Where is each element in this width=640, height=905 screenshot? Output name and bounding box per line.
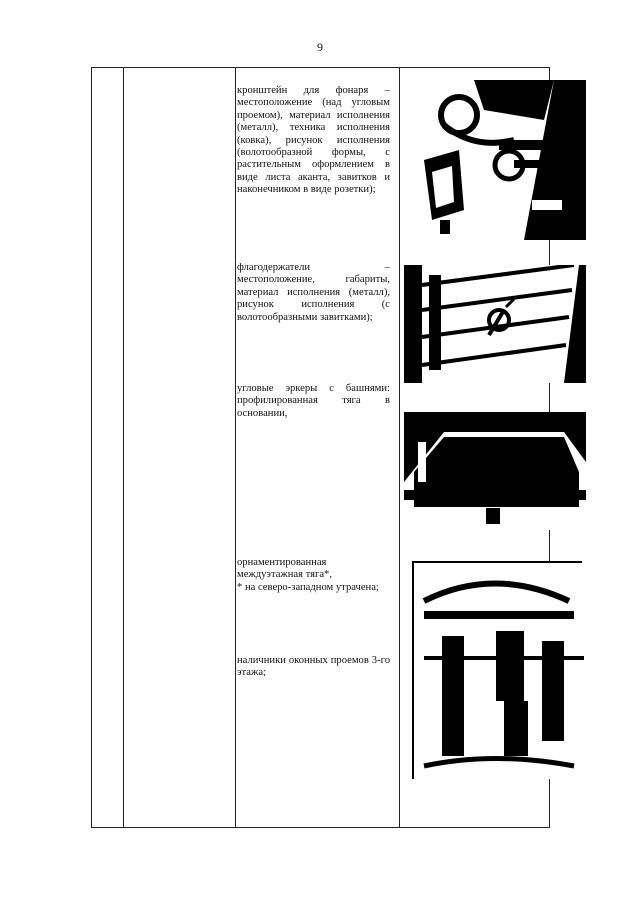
item-description-cornice: орнаментированная междуэтажная тяга*, * на северо-западном утрачена;: [237, 557, 379, 593]
flag-holder-photo: [404, 265, 586, 383]
item-description-lantern-bracket: кронштейн для фонаря – местоположение (над угловым проемом), материал исполнения (металл), техника исполнения (ковка), рисунок исполнения (волотообразной формы, с растительным оформлением в виде листа аканта, завитков и наконечником в виде розетки);: [237, 85, 390, 196]
column-divider: [123, 68, 124, 827]
bay-window-base-photo: [404, 412, 586, 530]
item-description-bay-window: угловые эркеры с башнями: профилированная тяга в основании,: [237, 383, 390, 419]
lantern-bracket-photo: [404, 80, 586, 240]
item-description-flag-holders: флагодержатели – местоположение, габариты, материал исполнения (металл), рисунок исполнения (с волотообразными завитками);: [237, 262, 390, 323]
bay-window-tower-photo: [404, 561, 586, 779]
column-divider: [399, 68, 400, 827]
item-description-window-frames: наличники оконных проемов 3-го этажа;: [237, 655, 390, 679]
column-divider: [235, 68, 236, 827]
page-number: 9: [317, 40, 323, 54]
